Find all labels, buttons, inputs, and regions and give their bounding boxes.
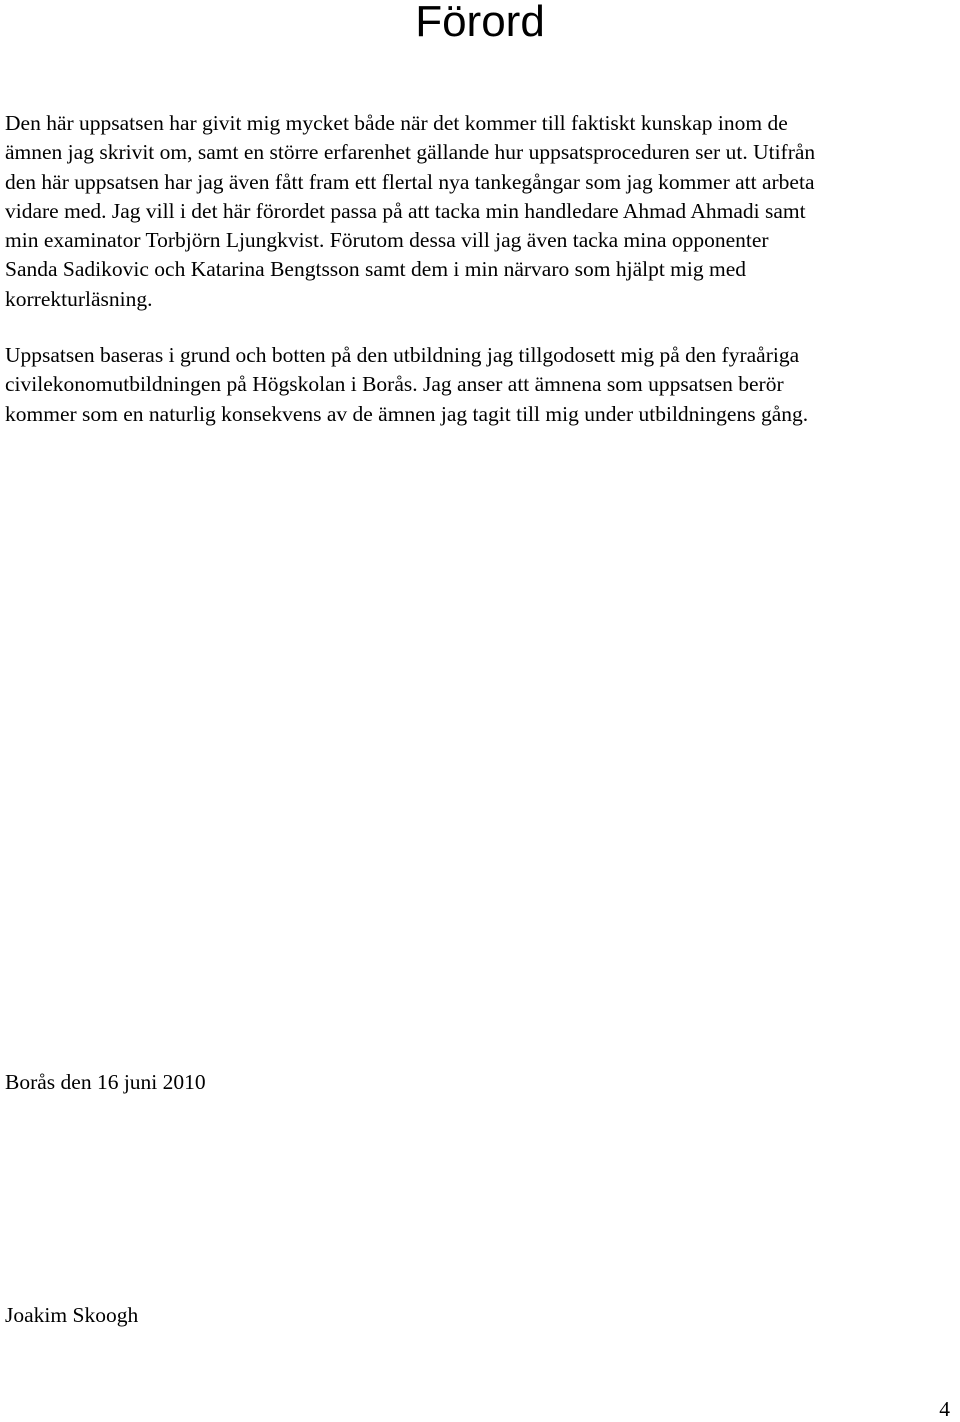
text-line: Den här uppsatsen har givit mig mycket både när det kommer till faktiskt kunskap inom de	[5, 111, 788, 135]
place-date: Borås den 16 juni 2010	[5, 1070, 206, 1094]
text-line: kommer som en naturlig konsekvens av de ämnen jag tagit till mig under utbildningens gång.	[5, 401, 809, 426]
text-line: korrekturläsning.	[5, 286, 153, 311]
paragraph-acknowledgements	[5, 109, 960, 314]
author-name: Joakim Skoogh	[5, 1303, 139, 1327]
text-line: Sanda Sadikovic och Katarina Bengtsson samt dem i min närvaro som hjälpt mig med	[5, 257, 747, 282]
text-line: min examinator Torbjörn Ljungkvist. Förutom dessa vill jag även tacka mina opponenter	[5, 228, 769, 253]
text-line: Uppsatsen baseras i grund och botten på den utbildning jag tillgodosett mig på den fyraåriga	[5, 343, 800, 367]
text-line: den här uppsatsen har jag även fått fram ett flertal nya tankegångar som jag kommer att arbeta	[5, 169, 815, 194]
text-line: ämnen jag skrivit om, samt en större erfarenhet gällande hur uppsatsproceduren ser ut. Utifrån	[5, 140, 816, 165]
page-number: 4	[939, 1397, 950, 1421]
text-line: vidare med. Jag vill i det här förordet passa på att tacka min handledare Ahmad Ahmadi samt	[5, 198, 806, 223]
paragraph-education	[5, 341, 960, 429]
text-line: civilekonomutbildningen på Högskolan i Borås. Jag anser att ämnena som uppsatsen berör	[5, 372, 784, 397]
page-title: Förord	[415, 0, 545, 46]
